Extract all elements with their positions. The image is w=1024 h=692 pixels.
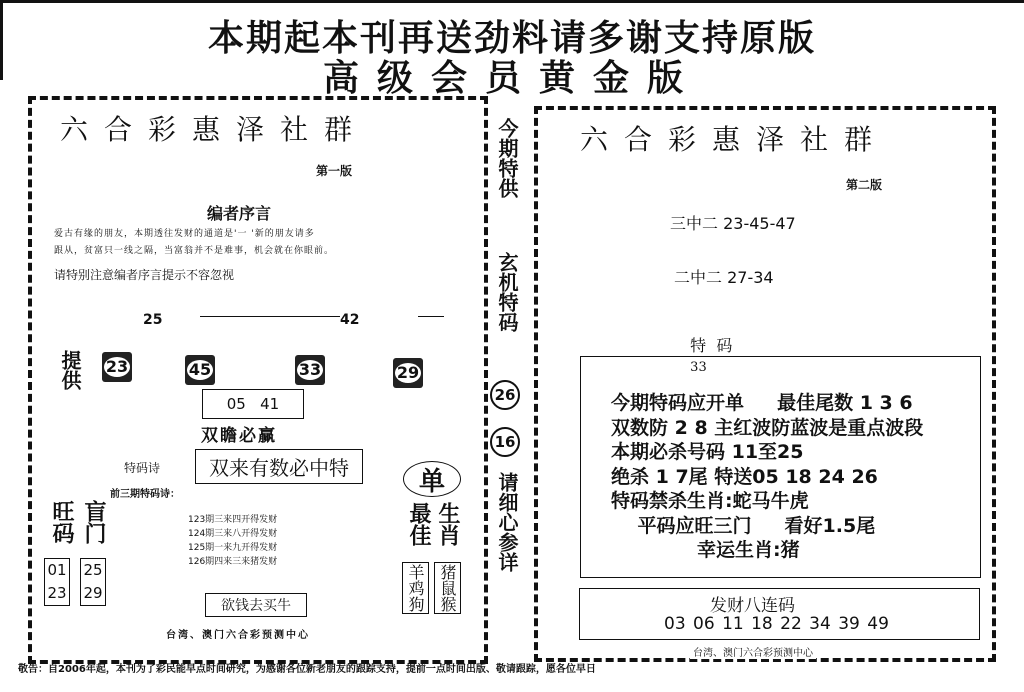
provide-label: 提供 [58, 350, 82, 390]
top-border [0, 0, 1024, 3]
provide-number-badge [295, 355, 325, 385]
eight-numbers-title: 发财八连码 [710, 596, 795, 616]
left-panel-title: 六合彩惠泽社群 [60, 113, 369, 146]
right-edition-label: 第二版 [846, 178, 883, 192]
special-label: 特 码 [690, 336, 733, 355]
prev-poem-item: 124期三来八开得发财 [188, 529, 278, 539]
three-two-label: 三中二 [670, 214, 719, 233]
zodiac-group-1: 羊鸡狗 [402, 562, 429, 614]
mang-men-number: 25 [83, 561, 103, 579]
preface-note: 请特别注意编者序言提示不容忽视 [54, 268, 235, 282]
zodiac-label: 生肖 [435, 502, 460, 546]
analysis-line: 特码禁杀生肖:蛇马牛虎 [611, 490, 809, 512]
top-number-2: 42 [340, 312, 360, 328]
prev-poem-list [188, 513, 277, 569]
two-two-numbers: 27-34 [727, 268, 774, 287]
double-number-box: 05 41 [202, 389, 304, 419]
provide-number-badge [102, 352, 132, 382]
zodiac-group-2: 猪鼠猴 [434, 562, 461, 614]
top-number-1: 25 [143, 312, 163, 328]
provide-number-badge [393, 358, 423, 388]
analysis-line: 本期必杀号码 11至25 [611, 441, 804, 463]
prev-poem-label: 前三期特码诗： [110, 489, 180, 500]
preface-title: 编者序言 [207, 204, 272, 223]
three-two-numbers: 23-45-47 [723, 214, 796, 233]
prev-poem-item: 123期三来四开得发财 [188, 515, 278, 525]
divider-line [200, 316, 340, 317]
left-edition-label: 第一版 [316, 164, 353, 178]
analysis-line: 绝杀 1 7尾 特送05 18 24 26 [611, 465, 878, 488]
wang-ma-number: 01 [47, 561, 67, 579]
middle-text-1: 今期特供 [495, 118, 519, 198]
special-number: 33 [690, 360, 707, 375]
analysis-line: 平码应旺三门 看好1.5尾 [611, 514, 876, 537]
divider-line-short [418, 316, 444, 317]
provide-number: 29 [396, 363, 420, 382]
eight-numbers: 03 06 11 18 22 34 39 49 [664, 614, 889, 634]
preface-line-1: 爱古有缘的朋友，本期透往发财的通道是'一 '新的朋友请多 [54, 229, 315, 239]
right-panel-title: 六合彩惠泽社群 [580, 123, 889, 156]
mang-men-label: 盲门 [81, 500, 106, 544]
mang-men-number: 29 [83, 584, 103, 602]
special-number-circle: 26 [490, 380, 520, 410]
middle-text-2: 玄机特码 [495, 252, 519, 332]
double-slogan: 双瞻必赢 [201, 426, 277, 446]
wang-ma-number: 23 [47, 584, 67, 602]
left-footer: 台湾、澳门六合彩预测中心 [166, 630, 310, 641]
provide-number: 33 [298, 360, 322, 379]
mang-men-numbers [80, 558, 106, 606]
best-label: 最佳 [406, 502, 431, 546]
odd-ellipse: 单 [403, 461, 461, 497]
middle-text-3: 请细心参详 [495, 472, 519, 572]
provide-number: 23 [105, 357, 129, 376]
prev-poem-item: 125期一来九开得发财 [188, 543, 278, 553]
prev-poem-item: 126期四来三来猪发财 [188, 557, 278, 567]
headline-secondary: 高级会员黄金版 [322, 58, 701, 99]
provide-number: 45 [188, 360, 212, 379]
two-two-row [674, 265, 774, 288]
special-number-circle: 16 [490, 427, 520, 457]
three-two-row [670, 211, 796, 234]
analysis-lines [611, 391, 923, 563]
poem-label: 特码诗 [124, 461, 161, 475]
headline-primary: 本期起本刊再送劲料请多谢支持原版 [207, 18, 816, 59]
poem-box: 双来有数必中特 [195, 449, 363, 484]
analysis-line: 今期特码应开单 最佳尾数 1 3 6 [611, 392, 913, 414]
wang-ma-numbers [44, 558, 70, 606]
slogan-box: 欲钱去买牛 [205, 593, 307, 617]
notice-text: 敬告：自2006年起，本刊为了彩民能早点时间研究，为感谢各位新老朋友的跟踪支持，提前一点时间出版、敬请跟踪，愿各位早日 [18, 664, 596, 675]
two-two-label: 二中二 [674, 268, 723, 287]
right-footer: 台湾、澳门六合彩预测中心 [690, 644, 816, 659]
analysis-line: 双数防 2 8 主红波防蓝波是重点波段 [611, 416, 924, 439]
provide-number-badge [185, 355, 215, 385]
wang-ma-label: 旺码 [49, 500, 74, 544]
analysis-line: 幸运生肖:猪 [611, 539, 800, 561]
preface-line-2: 跟从，贫富只一线之隔，当富翁并不是难事，机会就在你眼前。 [54, 246, 335, 256]
